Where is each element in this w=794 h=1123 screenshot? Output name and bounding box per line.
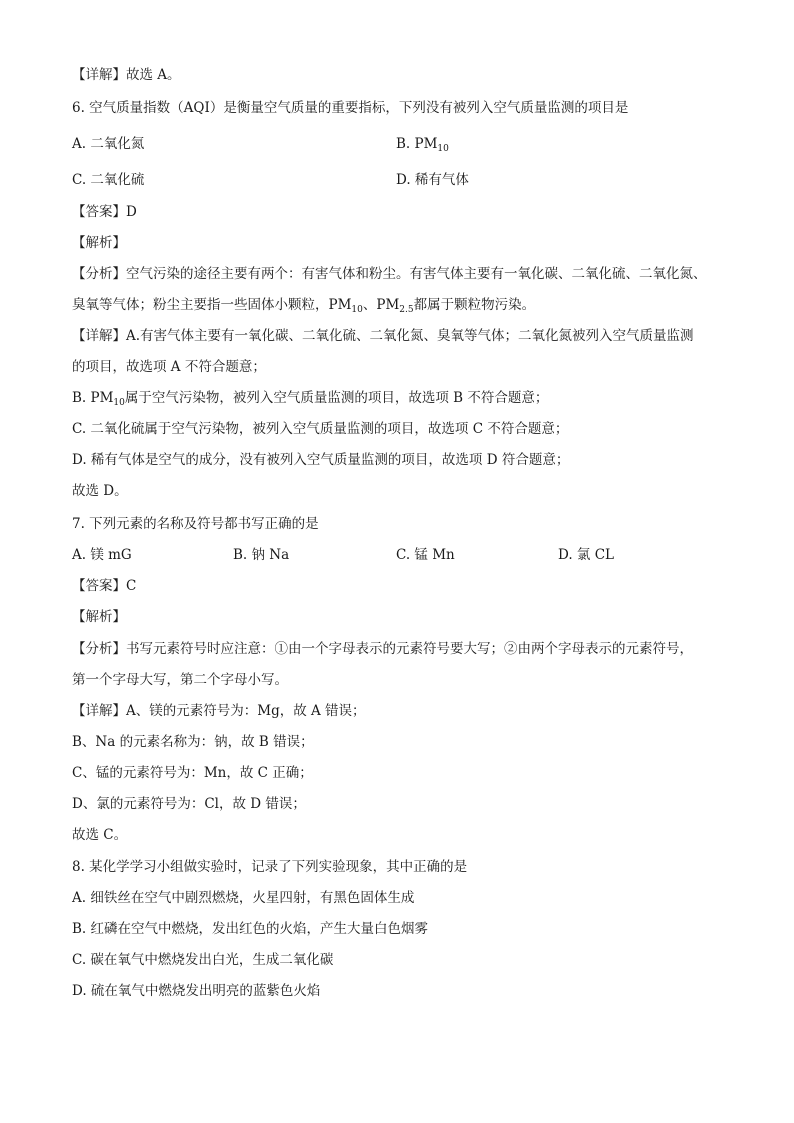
q7-option-d: D. 氯 CL <box>558 547 615 563</box>
q6-analysis-heading: 【解析】 <box>72 235 126 251</box>
q8-option-b: B. 红磷在空气中燃烧，发出红色的火焰，产生大量白色烟雾 <box>72 921 429 937</box>
q6-detail-line-5: D. 稀有气体是空气的成分，没有被列入空气质量监测的项目，故选项 D 符合题意； <box>72 452 570 468</box>
question-7-stem: 7. 下列元素的名称及符号都书写正确的是 <box>72 516 319 532</box>
q7-detail-line-3: C、锰的元素符号为：Mn，故 C 正确； <box>72 765 313 781</box>
q7-answer: 【答案】C <box>72 578 137 594</box>
q6-detail-line-2: 的项目，故选项 A 不符合题意； <box>72 359 266 375</box>
q7-conclusion: 故选 C。 <box>72 827 128 843</box>
q7-detail-line-2: B、Na 的元素名称为：钠，故 B 错误； <box>72 734 314 750</box>
q6-option-b: B. $PM_{10}$ <box>396 136 449 154</box>
q6-option-c: C. 二氧化硫 <box>72 172 145 188</box>
q6-option-a: A. 二氧化氮 <box>72 136 145 152</box>
q7-analysis-line-1: 【分析】书写元素符号时应注意：①由一个字母表示的元素符号要大写；②由两个字母表示的元素符号， <box>72 641 693 657</box>
question-8-stem: 8. 某化学学习小组做实验时，记录了下列实验现象，其中正确的是 <box>72 859 468 875</box>
q6-analysis-line-2: 臭氧等气体；粉尘主要指一些固体小颗粒，$PM_{10}$、$PM_{2.5}$都属于颗粒物污染。 <box>72 297 536 315</box>
q6-conclusion: 故选 D。 <box>72 483 128 499</box>
q7-analysis-line-2: 第一个字母大写，第二个字母小写。 <box>72 672 288 688</box>
question-6-stem: 6. 空气质量指数（AQI）是衡量空气质量的重要指标，下列没有被列入空气质量监测的项目是 <box>72 100 629 116</box>
q8-option-d: D. 硫在氧气中燃烧发出明亮的蓝紫色火焰 <box>72 983 321 999</box>
prev-answer-detail: 【详解】故选 A。 <box>72 67 181 83</box>
q7-detail-line-4: D、氯的元素符号为：Cl，故 D 错误； <box>72 796 306 812</box>
q6-detail-line-3: B. $PM_{10}$属于空气污染物，被列入空气质量监测的项目，故选项 B 不符合题意； <box>72 390 549 408</box>
q7-analysis-heading: 【解析】 <box>72 609 126 625</box>
q6-analysis-line-1: 【分析】空气污染的途径主要有两个：有害气体和粉尘。有害气体主要有一氧化碳、二氧化硫、二氧化氮、 <box>72 266 707 282</box>
q7-detail-line-1: 【详解】A、镁的元素符号为：Mg，故 A 错误； <box>72 703 366 719</box>
q7-option-c: C. 锰 Mn <box>396 547 455 563</box>
q7-option-b: B. 钠 Na <box>233 547 290 563</box>
q6-option-d: D. 稀有气体 <box>396 172 469 188</box>
q6-answer: 【答案】D <box>72 204 137 220</box>
q8-option-c: C. 碳在氧气中燃烧发出白光，生成二氧化碳 <box>72 952 334 968</box>
q6-detail-line-1: 【详解】A.有害气体主要有一氧化碳、二氧化硫、二氧化氮、臭氧等气体；二氧化氮被列入空气质量监测 <box>72 328 694 344</box>
q6-detail-line-4: C. 二氧化硫属于空气污染物，被列入空气质量监测的项目，故选项 C 不符合题意； <box>72 421 569 437</box>
q7-option-a: A. 镁 mG <box>72 547 132 563</box>
q8-option-a: A. 细铁丝在空气中剧烈燃烧，火星四射，有黑色固体生成 <box>72 890 415 906</box>
